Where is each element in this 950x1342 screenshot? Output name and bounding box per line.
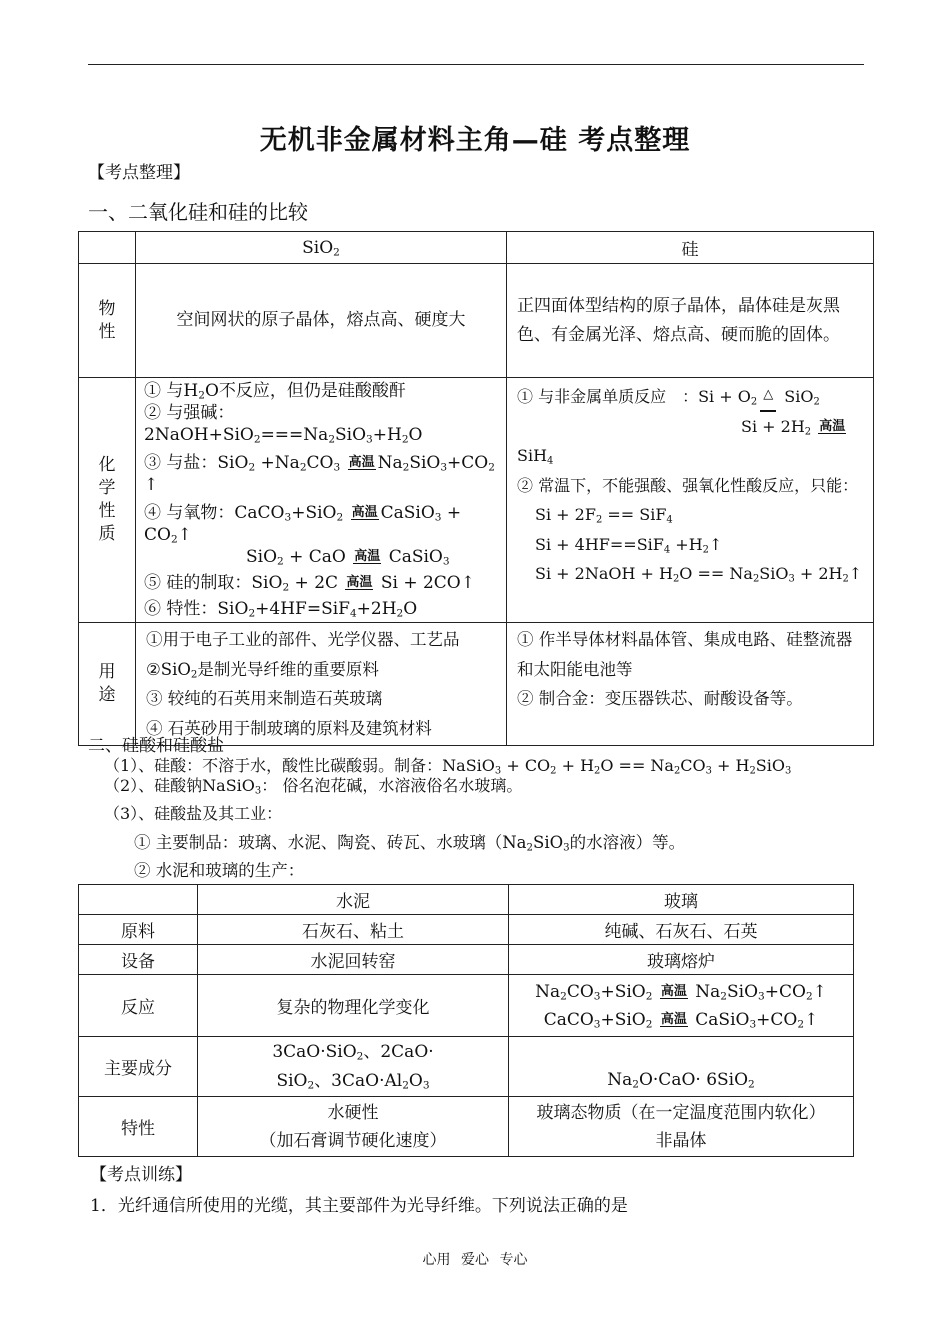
section-heading-2: 二、硅酸和硅酸盐 xyxy=(88,736,224,756)
col-header-sio2: SiO$_2$ xyxy=(136,232,507,264)
silicate-industry-line: （3）、硅酸盐及其工业： xyxy=(104,804,283,823)
row-label-physical: 物 性 xyxy=(79,264,136,378)
row-label-uses: 用 途 xyxy=(79,623,136,746)
page-footer: 心用 爱心 专心 xyxy=(422,1252,528,1268)
t2-label-equipment: 设备 xyxy=(79,945,198,975)
t2-header-cement: 水泥 xyxy=(198,885,509,915)
t2-cement-material: 石灰石、粘土 xyxy=(198,915,509,945)
t2-label-composition: 主要成分 xyxy=(79,1037,198,1097)
training-tag: 【考点训练】 xyxy=(90,1165,192,1185)
cement-glass-table xyxy=(78,884,854,1157)
si-chemical: ① 与非金属单质反应 ：$Si + O_2$ △ SiO$_2$ $Si + 2H_2$ 高温 SiH$_4$ ② 常温下，不能强酸、强氧化性酸反应，只能： $Si + 2F_2 == SiF_4$ $Si + 4HF==SiF_4 +H_2↑$ Si + 2NaOH + $H_2O == Na_2SiO_3$ + $2H_2↑$ xyxy=(507,378,874,623)
section-tag: 【考点整理】 xyxy=(88,163,190,183)
t2-corner xyxy=(79,885,198,915)
t2-cement-reaction: 复杂的物理化学变化 xyxy=(198,975,509,1037)
production-line: ② 水泥和玻璃的生产： xyxy=(134,861,305,880)
t2-glass-reaction: $Na_2CO_3+SiO_2$ 高温 $Na_2SiO_3+CO_2↑$ CaCO$_3$+SiO$_2$ 高温 $CaSiO_3+CO_2↑$ xyxy=(509,975,854,1037)
t2-glass-material: 纯碱、石灰石、石英 xyxy=(509,915,854,945)
t2-cement-property: 水硬性 （加石膏调节硬化速度） xyxy=(198,1097,509,1157)
t2-glass-composition: $Na_2O\cdot CaO\cdot 6SiO_2$ xyxy=(509,1037,854,1097)
t2-cement-composition: 3CaO·SiO$_2$、2CaO· SiO$_2$、$3CaO\cdot Al_2O_3$ xyxy=(198,1037,509,1097)
t2-label-material: 原料 xyxy=(79,915,198,945)
t2-label-property: 特性 xyxy=(79,1097,198,1157)
t2-label-reaction: 反应 xyxy=(79,975,198,1037)
t2-cement-equipment: 水泥回转窑 xyxy=(198,945,509,975)
sodium-silicate-line: （2）、硅酸钠NaSiO$_3$： 俗名泡花碱，水溶液俗名水玻璃。 xyxy=(104,776,523,797)
row-label-chemical: 化 学 性 质 xyxy=(79,378,136,623)
sio2-uses: ①用于电子工业的部件、光学仪器、工艺品 ②SiO$_2$是制光导纤维的重要原料 ③ 较纯的石英用来制造石英玻璃 ④ 石英砂用于制玻璃的原料及建筑材料 xyxy=(136,623,507,746)
page-title: 无机非金属材料主角—硅 考点整理 xyxy=(259,125,691,156)
t2-glass-equipment: 玻璃熔炉 xyxy=(509,945,854,975)
t2-header-glass: 玻璃 xyxy=(509,885,854,915)
table-corner xyxy=(79,232,136,264)
si-physical: 正四面体型结构的原子晶体，晶体硅是灰黑色、有金属光泽、熔点高、硬而脆的固体。 xyxy=(507,264,874,378)
silicic-acid-line: （1）、硅酸：不溶于水，酸性比碳酸弱。制备：NaSiO$_3$ + $CO_2 + H_2O == Na_2CO_3 + H_2SiO_3$ xyxy=(104,756,792,777)
section-heading-1: 一、二氧化硅和硅的比较 xyxy=(88,200,308,224)
comparison-table xyxy=(78,231,874,746)
main-products-line: ① 主要制品：玻璃、水泥、陶瓷、砖瓦、水玻璃（$Na_2SiO_3$的水溶液）等。 xyxy=(134,833,686,854)
si-uses: ① 作半导体材料晶体管、集成电路、硅整流器和太阳能电池等 ② 制合金：变压器铁芯、耐酸设备等。 xyxy=(507,623,874,746)
col-header-si: 硅 xyxy=(507,232,874,264)
question-1: 1．光纤通信所使用的光缆，其主要部件为光导纤维。下列说法正确的是 xyxy=(90,1196,628,1216)
t2-glass-property: 玻璃态物质（在一定温度范围内软化） 非晶体 xyxy=(509,1097,854,1157)
sio2-chemical: ① 与$H_2O$不反应，但仍是硅酸酸酐 ② 与强碱：$2NaOH+SiO_2===Na_2SiO_3+H_2O$ ③ 与盐：$SiO_2 +Na_2CO_3$ 高温 $Na_2SiO_3+CO_2$ ↑ ④ 与氧物：CaCO$_3$+SiO$_2$ 高温 CaSiO$_3$ + $CO_2↑$ SiO$_2$ + CaO 高温 CaSiO$_3$ ⑤ 硅的制取：SiO$_2$ + 2C 高温 Si + 2CO↑ ⑥ 特性：$SiO_2+4HF=SiF_4+2H_2O$ xyxy=(136,378,507,623)
header-rule xyxy=(88,64,864,65)
sio2-physical: 空间网状的原子晶体，熔点高、硬度大 xyxy=(136,264,507,378)
